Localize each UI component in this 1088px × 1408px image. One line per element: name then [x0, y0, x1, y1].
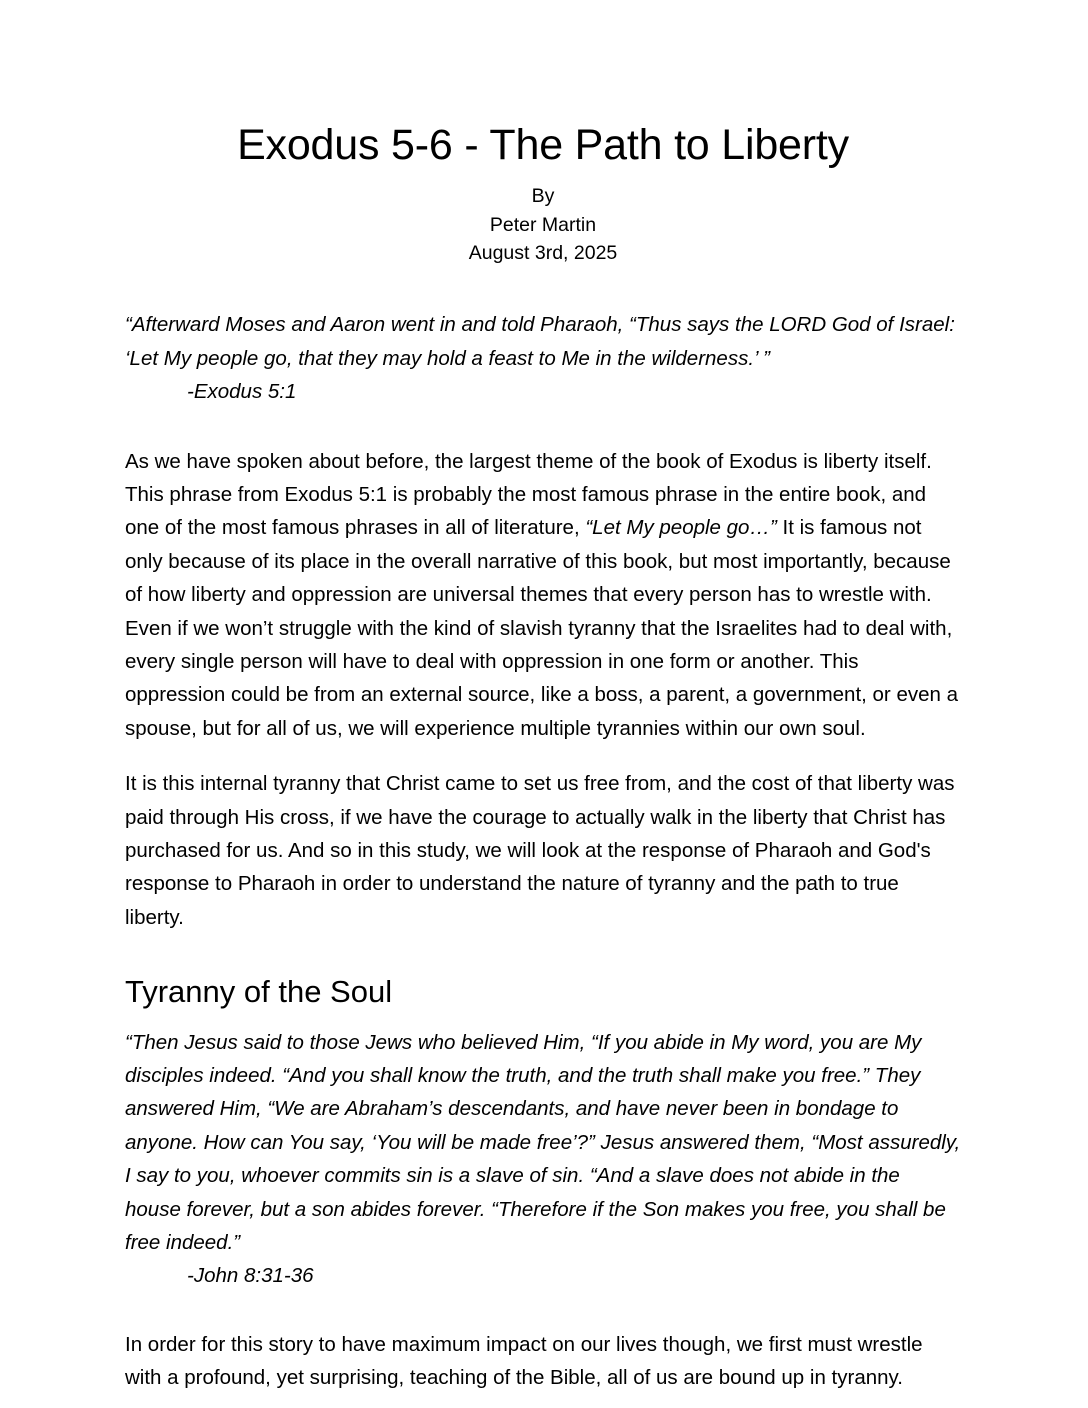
byline-block: [125, 182, 961, 269]
paragraph-internal-tyranny: It is this internal tyranny that Christ came to set us free from, and the cost of that liberty was paid through His cross, if we have the courage to actually walk in the liberty that Christ has purchased for us. And so in this study, we will look at the response of Pharaoh and God's response to Pharaoh in order to understand the nature of tyranny and the path to true liberty.: [125, 772, 955, 929]
byline-by-label: By: [531, 184, 555, 207]
john-quote-text: “Then Jesus said to those Jews who believed Him, “If you abide in My word, you are My disciples indeed. “And you shall know the truth, and the truth shall make you free.” They answered Him, “We are Abraham’s descendants, and have never been in bondage to anyone. How can You say, ‘You will be made free’?” Jesus answered them, “Most assuredly, I say to you, whoever commits sin is a slave of sin. “And a slave does not abide in the house forever, but a son abides forever. “Therefore if the Son makes you free, you shall be free indeed.”: [125, 1030, 961, 1254]
paragraph-intro-part2: It is famous not only because of its place in the overall narrative of this book, but most importantly, because of how liberty and oppression are universal themes that every person has to wrestle with. Even if we won’t struggle with the kind of slavish tyranny that the Israelites had to deal with, every single person will have to deal with oppression in one form or another. This oppression could be from an external source, like a boss, a parent, a government, or even a spouse, but for all of us, we will experience multiple tyrannies within our own soul.: [125, 516, 959, 740]
exodus-quote-text: “Afterward Moses and Aaron went in and told Pharaoh, “Thus says the LORD God of Israel: ‘Let My people go, that they may hold a feast to Me in the wilderness.’ ”: [125, 313, 955, 370]
john-quote-citation: -John 8:31-36: [187, 1264, 314, 1288]
byline-author: Peter Martin: [489, 213, 597, 236]
paragraph-intro-emphasis: “Let My people go…”: [585, 516, 777, 540]
section-heading-tyranny-of-the-soul: Tyranny of the Soul: [125, 974, 393, 1010]
byline-date: August 3rd, 2025: [468, 242, 618, 265]
paragraph-intro-part1: As we have spoken about before, the largest theme of the book of Exodus is liberty itself. This phrase from Exodus 5:1 is probably the most famous phrase in the entire book, and one of the most famous phrases in all of literature,: [125, 449, 932, 540]
exodus-quote-citation: -Exodus 5:1: [187, 380, 297, 404]
paragraph-closing: In order for this story to have maximum impact on our lives though, we first must wrestle with a profound, yet surprising, teaching of the Bible, all of us are bound up in tyranny.: [125, 1332, 923, 1390]
paragraph-intro: [125, 445, 961, 746]
page-title: Exodus 5-6 - The Path to Liberty: [237, 121, 849, 169]
document-content: [125, 0, 961, 1395]
